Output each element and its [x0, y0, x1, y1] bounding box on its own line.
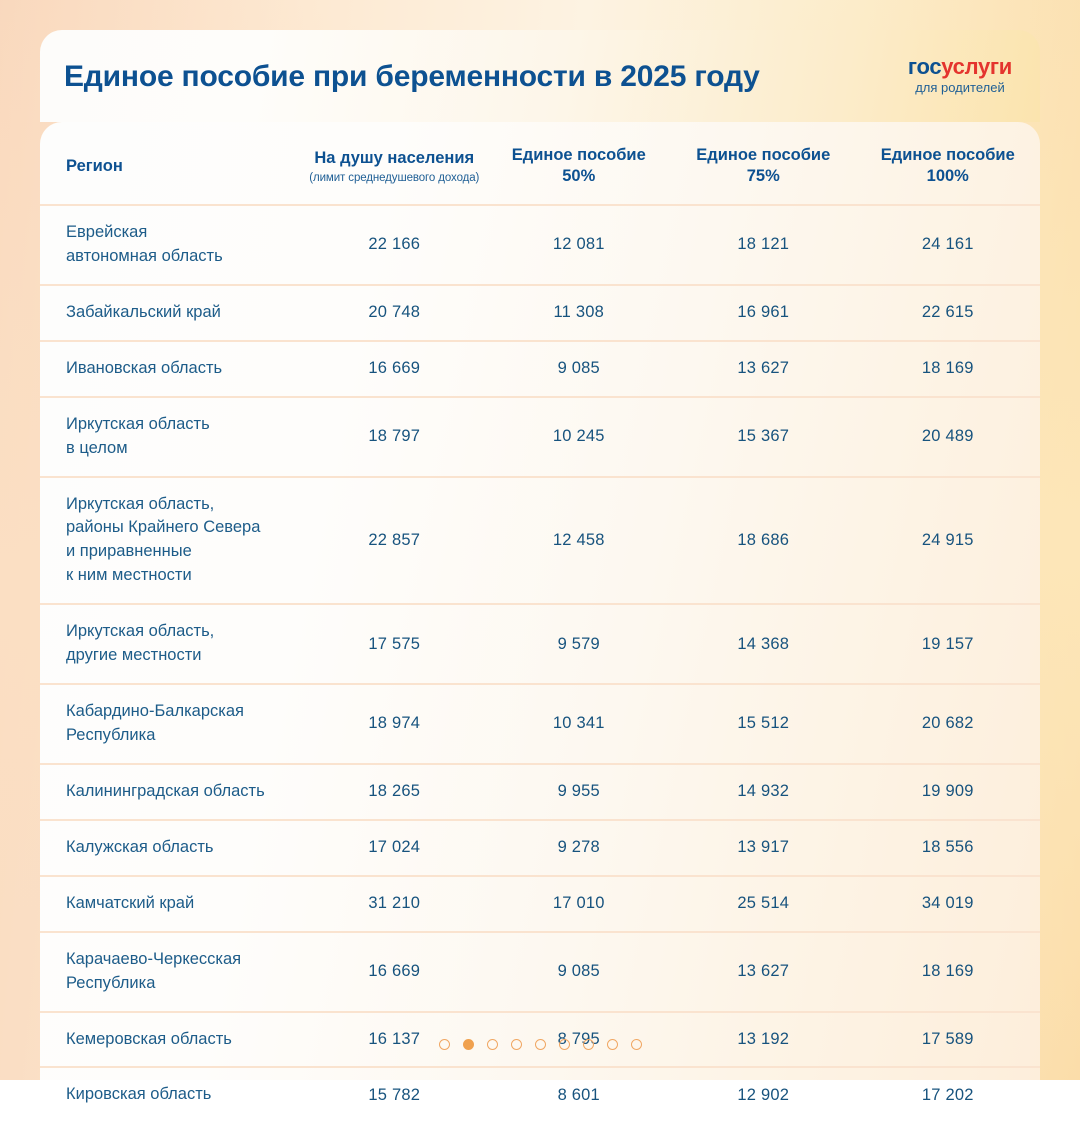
gosuslugi-logo	[908, 56, 1012, 96]
cell-benefit-100: 17 589	[856, 1012, 1041, 1068]
cell-benefit-75: 14 368	[671, 604, 856, 684]
column-header-benefit-100	[856, 122, 1041, 205]
column-header-benefit-50	[487, 122, 672, 205]
carousel-dots[interactable]	[0, 1039, 1080, 1050]
column-header-region	[40, 122, 302, 205]
benefits-table	[40, 122, 1040, 1122]
table-row	[40, 684, 1040, 764]
cell-benefit-100: 19 157	[856, 604, 1041, 684]
cell-benefit-50: 10 341	[487, 684, 672, 764]
logo-gos-text: гос	[907, 54, 942, 79]
carousel-dot[interactable]	[631, 1039, 642, 1050]
cell-benefit-100: 22 615	[856, 285, 1041, 341]
header-card	[40, 30, 1040, 122]
cell-benefit-75: 25 514	[671, 876, 856, 932]
table-row	[40, 285, 1040, 341]
table-row	[40, 397, 1040, 477]
cell-benefit-50: 12 081	[487, 205, 672, 285]
column-header-per-capita-sub: (лимит среднедушевого дохода)	[309, 171, 480, 184]
cell-per-capita: 16 669	[302, 341, 487, 397]
cell-region: Иркутская область в целом	[40, 397, 302, 477]
cell-region: Забайкальский край	[40, 285, 302, 341]
table-header	[40, 122, 1040, 205]
cell-region: Карачаево-Черкесская Республика	[40, 932, 302, 1012]
cell-per-capita: 22 857	[302, 477, 487, 605]
cell-benefit-50: 12 458	[487, 477, 672, 605]
cell-benefit-50: 9 579	[487, 604, 672, 684]
column-header-benefit-100-pct: 100%	[926, 167, 969, 185]
cell-benefit-75: 13 627	[671, 932, 856, 1012]
carousel-dot-active[interactable]	[463, 1039, 474, 1050]
cell-benefit-75: 12 902	[737, 1085, 790, 1104]
carousel-dot[interactable]	[439, 1039, 450, 1050]
cell-per-capita: 31 210	[302, 876, 487, 932]
cell-benefit-50: 8 795	[487, 1012, 672, 1068]
cell-benefit-50: 10 245	[487, 397, 672, 477]
cell-per-capita: 18 797	[302, 397, 487, 477]
cell-region: Калужская область	[40, 820, 302, 876]
column-header-benefit-75-label: Единое пособие	[696, 146, 831, 164]
table-body	[40, 205, 1040, 1122]
column-header-per-capita-label: На душу населения	[314, 148, 475, 167]
carousel-dot[interactable]	[535, 1039, 546, 1050]
cell-per-capita: 16 137	[302, 1012, 487, 1068]
cell-benefit-100: 18 169	[856, 932, 1041, 1012]
cell-benefit-50: 9 278	[487, 820, 672, 876]
cell-benefit-50: 9 085	[487, 341, 672, 397]
cell-benefit-75: 13 192	[671, 1012, 856, 1068]
cell-benefit-50: 11 308	[487, 285, 672, 341]
cell-benefit-75: 18 121	[671, 205, 856, 285]
cell-benefit-100: 19 909	[856, 764, 1041, 820]
cell-region: Ивановская область	[40, 341, 302, 397]
table-row	[40, 764, 1040, 820]
cell-benefit-75: 14 932	[671, 764, 856, 820]
cell-benefit-100: 24 915	[856, 477, 1041, 605]
column-header-benefit-75-pct: 75%	[746, 167, 780, 185]
column-header-benefit-75	[671, 122, 856, 205]
table-row	[40, 341, 1040, 397]
cell-benefit-75: 18 686	[671, 477, 856, 605]
column-header-benefit-50-pct: 50%	[562, 167, 596, 185]
carousel-dot[interactable]	[559, 1039, 570, 1050]
cell-benefit-100: 20 682	[856, 684, 1041, 764]
cell-benefit-50: 9 085	[487, 932, 672, 1012]
table-row	[40, 932, 1040, 1012]
cell-benefit-50: 9 955	[487, 764, 672, 820]
table-row	[40, 876, 1040, 932]
cell-benefit-50: 17 010	[487, 876, 672, 932]
cell-benefit-100: 24 161	[856, 205, 1041, 285]
page-title: Единое пособие при беременности в 2025 году	[64, 59, 760, 93]
table-row	[40, 205, 1040, 285]
cell-region: Иркутская область, другие местности	[40, 604, 302, 684]
column-header-region-label: Регион	[66, 156, 123, 175]
logo-uslugi-text: услуги	[941, 54, 1012, 79]
cell-per-capita: 15 782	[368, 1085, 421, 1104]
cell-region: Кабардино-Балкарская Республика	[40, 684, 302, 764]
cell-per-capita: 17 575	[302, 604, 487, 684]
table-row	[40, 477, 1040, 605]
carousel-dot[interactable]	[487, 1039, 498, 1050]
cell-region: Иркутская область, районы Крайнего Севера и приравненные к ним местности	[40, 477, 302, 605]
cell-region: Кировская область	[66, 1085, 212, 1104]
cell-benefit-75: 16 961	[671, 285, 856, 341]
column-header-benefit-100-label: Единое пособие	[880, 146, 1015, 164]
cell-benefit-100: 17 202	[921, 1085, 974, 1104]
cell-benefit-75: 15 512	[671, 684, 856, 764]
cell-per-capita: 16 669	[302, 932, 487, 1012]
logo-wordmark	[908, 56, 1012, 78]
cell-benefit-100: 18 169	[856, 341, 1041, 397]
header-inner	[40, 30, 1040, 122]
cell-benefit-100: 18 556	[856, 820, 1041, 876]
cell-benefit-100: 34 019	[856, 876, 1041, 932]
column-header-per-capita	[302, 122, 487, 205]
cell-benefit-50: 8 601	[557, 1085, 600, 1104]
cell-region: Кемеровская область	[40, 1012, 302, 1068]
carousel-dot[interactable]	[511, 1039, 522, 1050]
cell-per-capita: 18 265	[302, 764, 487, 820]
cell-region: Камчатский край	[40, 876, 302, 932]
table-header-row	[40, 122, 1040, 205]
table-card	[40, 122, 1040, 1104]
cell-per-capita: 17 024	[302, 820, 487, 876]
logo-subtitle: для родителей	[915, 80, 1005, 95]
cell-benefit-75: 15 367	[671, 397, 856, 477]
cell-benefit-75: 13 917	[671, 820, 856, 876]
carousel-dot[interactable]	[607, 1039, 618, 1050]
table-row	[40, 604, 1040, 684]
column-header-benefit-50-label: Единое пособие	[511, 146, 646, 164]
cell-per-capita: 22 166	[302, 205, 487, 285]
cell-region: Калининградская область	[40, 764, 302, 820]
cell-per-capita: 20 748	[302, 285, 487, 341]
cell-per-capita: 18 974	[302, 684, 487, 764]
table-row	[40, 820, 1040, 876]
table-row	[40, 1067, 1040, 1122]
cell-benefit-75: 13 627	[671, 341, 856, 397]
carousel-dot[interactable]	[583, 1039, 594, 1050]
cell-region: Еврейская автономная область	[40, 205, 302, 285]
cell-benefit-100: 20 489	[856, 397, 1041, 477]
